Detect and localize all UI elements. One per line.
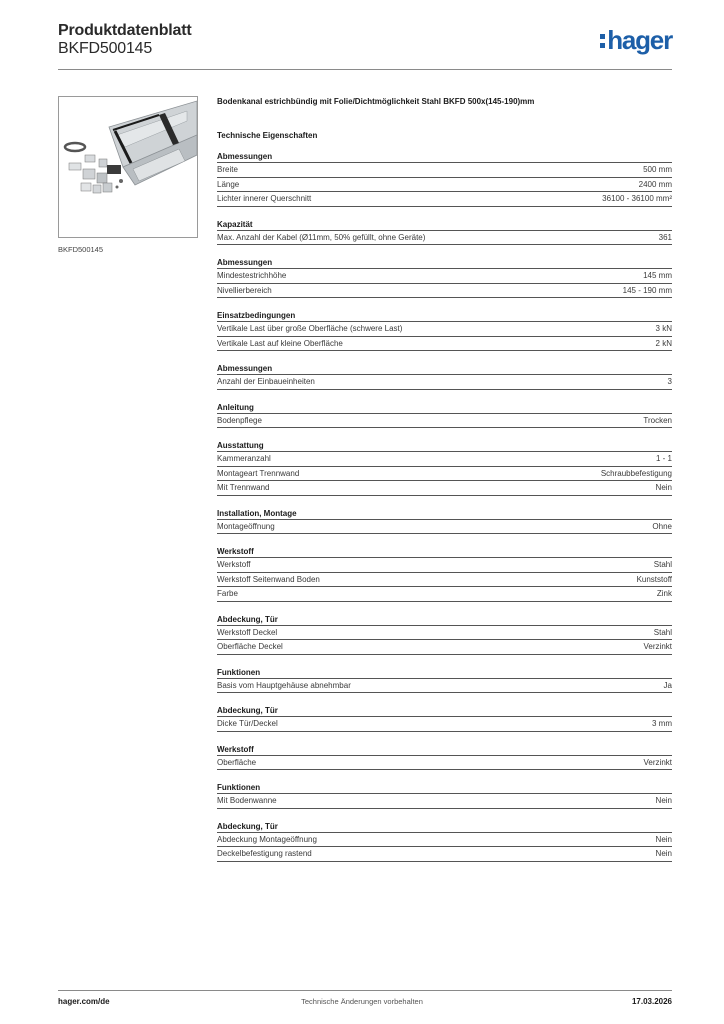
property-section	[217, 218, 672, 246]
property-label: Montageart Trennwand	[217, 468, 300, 478]
property-label: Vertikale Last über große Oberfläche (schwere Last)	[217, 324, 403, 333]
property-value: Nein	[655, 796, 672, 805]
property-value: Nein	[655, 849, 672, 858]
property-value: 36100 - 36100 mm²	[602, 194, 672, 203]
property-value: 145 mm	[643, 271, 672, 280]
property-label: Dicke Tür/Deckel	[217, 719, 278, 728]
property-row	[217, 626, 672, 641]
property-label: Oberfläche Deckel	[217, 642, 283, 651]
property-value: Zink	[656, 589, 672, 598]
property-value: Trocken	[643, 415, 672, 425]
property-row	[217, 322, 672, 337]
hager-logo	[600, 26, 672, 54]
section-title: Abmessungen	[217, 150, 672, 163]
property-section	[217, 362, 672, 390]
property-label: Länge	[217, 179, 240, 189]
property-value: 3 kN	[655, 324, 672, 333]
article-number: BKFD500145	[58, 40, 153, 57]
logo-text: hager	[607, 25, 672, 55]
section-title: Einsatzbedingungen	[217, 309, 672, 322]
property-value: Stahl	[653, 627, 672, 637]
property-label: Basis vom Hauptgehäuse abnehmbar	[217, 680, 351, 690]
property-section	[217, 613, 672, 655]
property-label: Werkstoff	[217, 560, 251, 569]
property-value: Kunststoff	[636, 574, 672, 584]
property-label: Breite	[217, 165, 238, 174]
property-row	[217, 679, 672, 694]
property-row	[217, 452, 672, 467]
property-section	[217, 256, 672, 298]
property-section	[217, 439, 672, 496]
property-label: Mindestestrichhöhe	[217, 271, 287, 280]
property-label: Farbe	[217, 589, 238, 598]
property-section	[217, 666, 672, 694]
property-row	[217, 284, 672, 299]
property-section	[217, 743, 672, 771]
property-value: Verzinkt	[643, 757, 672, 767]
property-label: Vertikale Last auf kleine Oberfläche	[217, 338, 343, 348]
section-title: Funktionen	[217, 781, 672, 794]
property-value: Schraubbefestigung	[600, 468, 672, 478]
property-section	[217, 401, 672, 429]
property-section	[217, 781, 672, 809]
property-row	[217, 414, 672, 429]
property-value: 361	[658, 232, 672, 242]
property-label: Nivellierbereich	[217, 285, 272, 295]
property-row	[217, 717, 672, 732]
property-label: Oberfläche	[217, 757, 257, 767]
property-value: 145 - 190 mm	[622, 285, 672, 295]
property-row	[217, 558, 672, 573]
footer-divider	[58, 990, 672, 991]
properties-list	[217, 150, 672, 862]
footer-date: 17.03.2026	[631, 997, 672, 1006]
header-divider	[58, 69, 672, 70]
property-section	[217, 820, 672, 862]
section-title: Werkstoff	[217, 545, 672, 558]
image-caption: BKFD500145	[58, 245, 104, 254]
property-section	[217, 150, 672, 207]
document-title: Produktdatenblatt	[58, 22, 192, 39]
property-row	[217, 573, 672, 588]
section-title: Abmessungen	[217, 362, 672, 375]
product-image	[58, 96, 198, 238]
section-title: Installation, Montage	[217, 507, 672, 520]
property-value: 2400 mm	[638, 179, 672, 189]
page-header	[58, 22, 672, 68]
footer-notice: Technische Änderungen vorbehalten	[301, 997, 423, 1006]
property-row	[217, 520, 672, 535]
property-row	[217, 794, 672, 809]
property-value: Nein	[655, 834, 672, 844]
product-name: Bodenkanal estrichbündig mit Folie/Dichtmöglichkeit Stahl BKFD 500x(145-190)mm	[217, 97, 535, 106]
property-row	[217, 587, 672, 602]
property-label: Lichter innerer Querschnitt	[217, 194, 312, 203]
property-label: Mit Trennwand	[217, 483, 270, 492]
property-section	[217, 545, 672, 602]
property-row	[217, 833, 672, 848]
property-row	[217, 163, 672, 178]
property-value: 3 mm	[652, 719, 672, 728]
property-value: Stahl	[653, 560, 672, 569]
property-label: Anzahl der Einbaueinheiten	[217, 377, 315, 386]
property-value: Ohne	[652, 521, 672, 531]
property-value: Nein	[655, 483, 672, 492]
property-row	[217, 178, 672, 193]
property-row	[217, 375, 672, 390]
property-row	[217, 756, 672, 771]
property-row	[217, 231, 672, 246]
property-label: Werkstoff Deckel	[217, 627, 278, 637]
property-row	[217, 192, 672, 207]
property-label: Montageöffnung	[217, 521, 275, 531]
section-title: Abmessungen	[217, 256, 672, 269]
section-title: Abdeckung, Tür	[217, 704, 672, 717]
property-label: Bodenpflege	[217, 415, 262, 425]
property-value: Ja	[663, 680, 672, 690]
technical-properties-heading: Technische Eigenschaften	[217, 131, 318, 140]
property-row	[217, 337, 672, 352]
property-value: 3	[667, 377, 672, 386]
property-label: Mit Bodenwanne	[217, 796, 277, 805]
property-row	[217, 467, 672, 482]
property-row	[217, 269, 672, 284]
section-title: Werkstoff	[217, 743, 672, 756]
section-title: Ausstattung	[217, 439, 672, 452]
section-title: Funktionen	[217, 666, 672, 679]
property-row	[217, 847, 672, 862]
property-value: 500 mm	[643, 165, 672, 174]
footer-website: hager.com/de	[58, 997, 110, 1006]
section-title: Kapazität	[217, 218, 672, 231]
section-title: Anleitung	[217, 401, 672, 414]
property-label: Kammeranzahl	[217, 454, 271, 463]
property-section	[217, 704, 672, 732]
datasheet-content	[217, 96, 672, 873]
property-label: Max. Anzahl der Kabel (Ø11mm, 50% gefüllt, ohne Geräte)	[217, 232, 426, 242]
logo-colon-icon	[600, 30, 605, 50]
property-row	[217, 640, 672, 655]
property-row	[217, 481, 672, 496]
property-value: 2 kN	[655, 338, 672, 348]
property-section	[217, 507, 672, 535]
property-label: Werkstoff Seitenwand Boden	[217, 574, 320, 584]
section-title: Abdeckung, Tür	[217, 820, 672, 833]
property-label: Abdeckung Montageöffnung	[217, 834, 317, 844]
property-section	[217, 309, 672, 351]
cable-duct-illustration-icon	[59, 97, 198, 238]
property-label: Deckelbefestigung rastend	[217, 849, 312, 858]
section-title: Abdeckung, Tür	[217, 613, 672, 626]
property-value: Verzinkt	[643, 642, 672, 651]
property-value: 1 - 1	[655, 454, 672, 463]
